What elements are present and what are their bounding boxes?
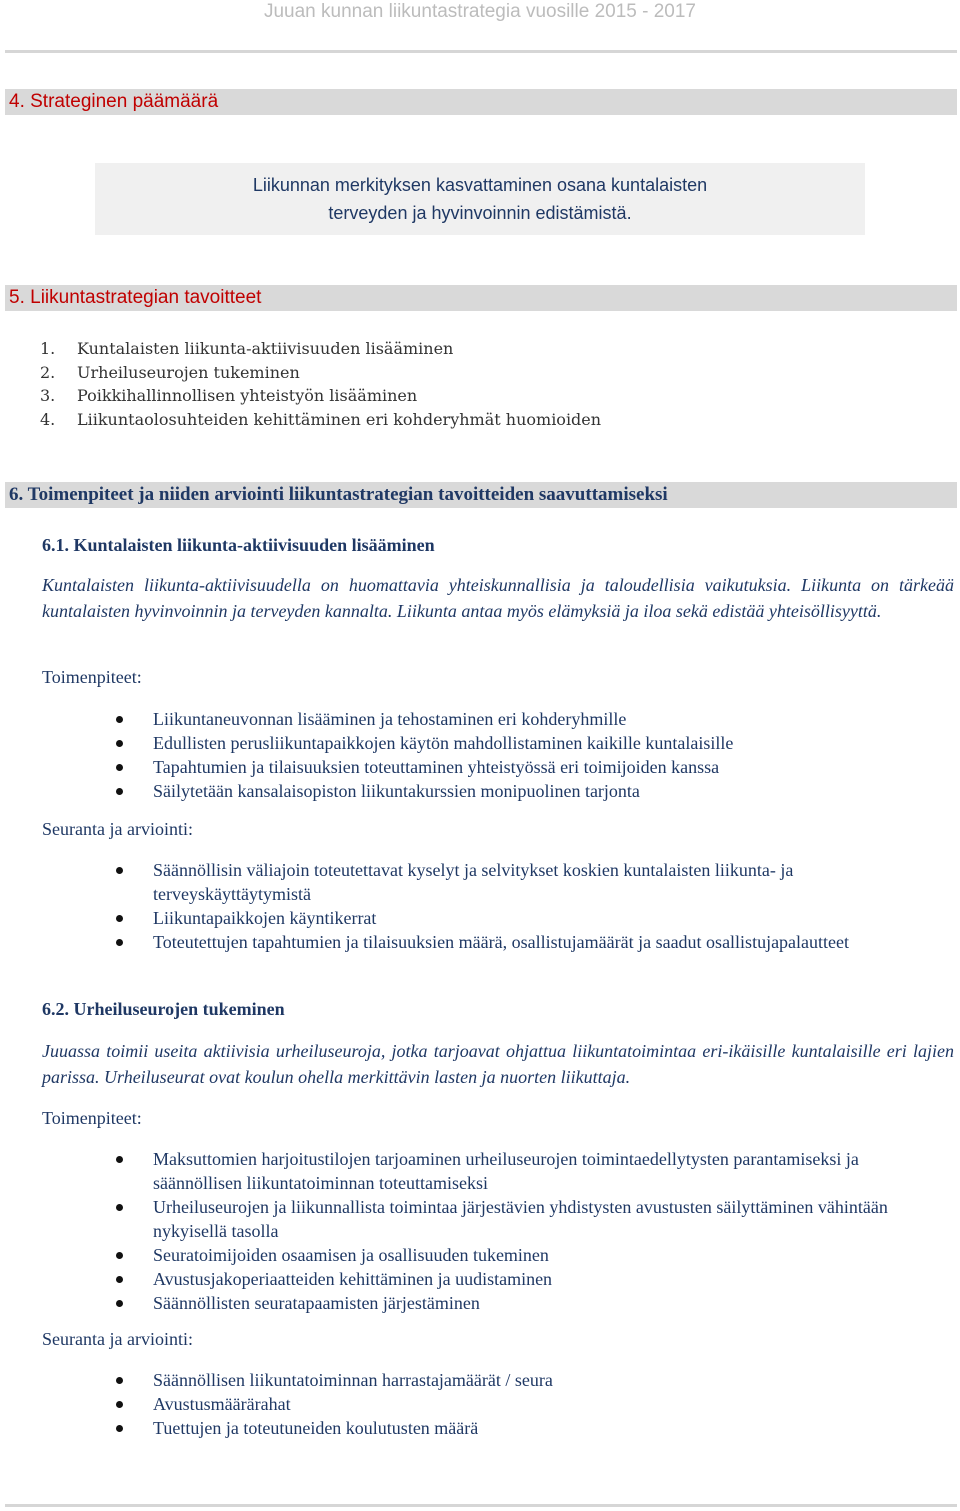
goal-line: Liikunnan merkityksen kasvattaminen osana kuntalaisten bbox=[252, 175, 708, 195]
measures-label: Toimenpiteet: bbox=[42, 1108, 142, 1128]
goal-line: terveyden ja hyvinvoinnin edistämistä. bbox=[328, 203, 632, 223]
subsection-6-2-heading: 6.2. Urheiluseurojen tukeminen bbox=[42, 999, 285, 1019]
list-item: Urheiluseurojen ja liikunnallista toimintaa järjestävien yhdistysten avustusten säilyttäminen vähintään nykyisellä tasolla bbox=[113, 1195, 943, 1243]
footer-rule bbox=[5, 1504, 957, 1507]
section-4-heading: 4. Strateginen päämäärä bbox=[5, 89, 957, 115]
list-item: Säännöllisin väliajoin toteutettavat kyselyt ja selvitykset koskien kuntalaisten liikunta- ja terveyskäyttäytymistä bbox=[113, 858, 943, 906]
subsection-6-1-intro: Kuntalaisten liikunta-aktiivisuudella on huomattavia yhteiskunnallisia ja taloudellisia vaikutuksia. Liikunta on tärkeää kuntalaisten hyvinvoinnin ja terveyden kannalta. Liikunta antaa myös elämyksiä ja iloa sekä edistää yhteisöllisyyttä. bbox=[42, 575, 954, 621]
bullet-icon bbox=[116, 867, 123, 874]
list-item: Edullisten perusliikuntapaikkojen käytön mahdollistaminen kaikille kuntalaisille bbox=[113, 731, 943, 755]
followup-list-6-1 bbox=[113, 858, 943, 954]
subsection-6-2-intro: Juuassa toimii useita aktiivisia urheiluseuroja, jotka tarjoavat ohjattua liikuntatoimintaa eri-ikäisille kuntalaisille eri lajien parissa. Urheiluseurat ovat koulun ohella merkittävin lasten ja nuorten liikuttaja. bbox=[42, 1041, 954, 1087]
measures-list-6-2 bbox=[113, 1147, 943, 1315]
list-item: Tapahtumien ja tilaisuuksien toteuttaminen yhteistyössä eri toimijoiden kanssa bbox=[113, 755, 943, 779]
bullet-icon bbox=[116, 1276, 123, 1283]
bullet-icon bbox=[116, 1156, 123, 1163]
strategic-goal-box bbox=[95, 163, 865, 235]
list-item: Seuratoimijoiden osaamisen ja osallisuuden tukeminen bbox=[113, 1243, 943, 1267]
measures-list-6-1 bbox=[113, 707, 943, 803]
bullet-icon bbox=[116, 1425, 123, 1432]
list-item: 3. Poikkihallinnollisen yhteistyön lisääminen bbox=[40, 386, 418, 405]
objectives-list bbox=[40, 337, 601, 431]
bullet-icon bbox=[116, 764, 123, 771]
bullet-icon bbox=[116, 1401, 123, 1408]
list-item: 4. Liikuntaolosuhteiden kehittäminen eri kohderyhmät huomioiden bbox=[40, 409, 602, 429]
bullet-icon bbox=[116, 915, 123, 922]
measures-label: Toimenpiteet: bbox=[42, 667, 142, 687]
bullet-icon bbox=[116, 1204, 123, 1211]
bullet-icon bbox=[116, 716, 123, 723]
list-item: Säilytetään kansalaisopiston liikuntakurssien monipuolinen tarjonta bbox=[113, 779, 943, 803]
list-item: Liikuntaneuvonnan lisääminen ja tehostaminen eri kohderyhmille bbox=[113, 707, 943, 731]
followup-label: Seuranta ja arviointi: bbox=[42, 1329, 193, 1349]
bullet-icon bbox=[116, 1252, 123, 1259]
followup-label: Seuranta ja arviointi: bbox=[42, 819, 193, 839]
list-item: Säännöllisten seuratapaamisten järjestäminen bbox=[113, 1291, 943, 1315]
list-item: Liikuntapaikkojen käyntikerrat bbox=[113, 906, 943, 930]
list-item: Toteutettujen tapahtumien ja tilaisuuksien määrä, osallistujamäärät ja saadut osallistujapalautteet bbox=[113, 930, 943, 954]
list-item: 2. Urheiluseurojen tukeminen bbox=[40, 362, 300, 382]
bullet-icon bbox=[116, 1300, 123, 1307]
list-item: Maksuttomien harjoitustilojen tarjoaminen urheiluseurojen toimintaedellytysten parantamiseksi ja säännöllisen liikuntatoiminnan toteuttamiseksi bbox=[113, 1147, 943, 1195]
bullet-icon bbox=[116, 788, 123, 795]
bullet-icon bbox=[116, 1377, 123, 1384]
list-item: Säännöllisen liikuntatoiminnan harrastajamäärät / seura bbox=[113, 1368, 943, 1392]
followup-list-6-2 bbox=[113, 1368, 943, 1440]
list-item: Avustusmäärärahat bbox=[113, 1392, 943, 1416]
list-item: 1. Kuntalaisten liikunta-aktiivisuuden lisääminen bbox=[40, 339, 454, 358]
document-header-title: Juuan kunnan liikuntastrategia vuosille 2015 - 2017 bbox=[263, 1, 697, 22]
section-5-heading: 5. Liikuntastrategian tavoitteet bbox=[5, 285, 957, 311]
list-item: Avustusjakoperiaatteiden kehittäminen ja uudistaminen bbox=[113, 1267, 943, 1291]
bullet-icon bbox=[116, 939, 123, 946]
bullet-icon bbox=[116, 740, 123, 747]
subsection-6-1-heading: 6.1. Kuntalaisten liikunta-aktiivisuuden lisääminen bbox=[42, 535, 435, 555]
section-6-heading: 6. Toimenpiteet ja niiden arviointi liikuntastrategian tavoitteiden saavuttamiseksi bbox=[5, 482, 957, 508]
list-item: Tuettujen ja toteutuneiden koulutusten määrä bbox=[113, 1416, 943, 1440]
header-rule bbox=[5, 50, 957, 53]
